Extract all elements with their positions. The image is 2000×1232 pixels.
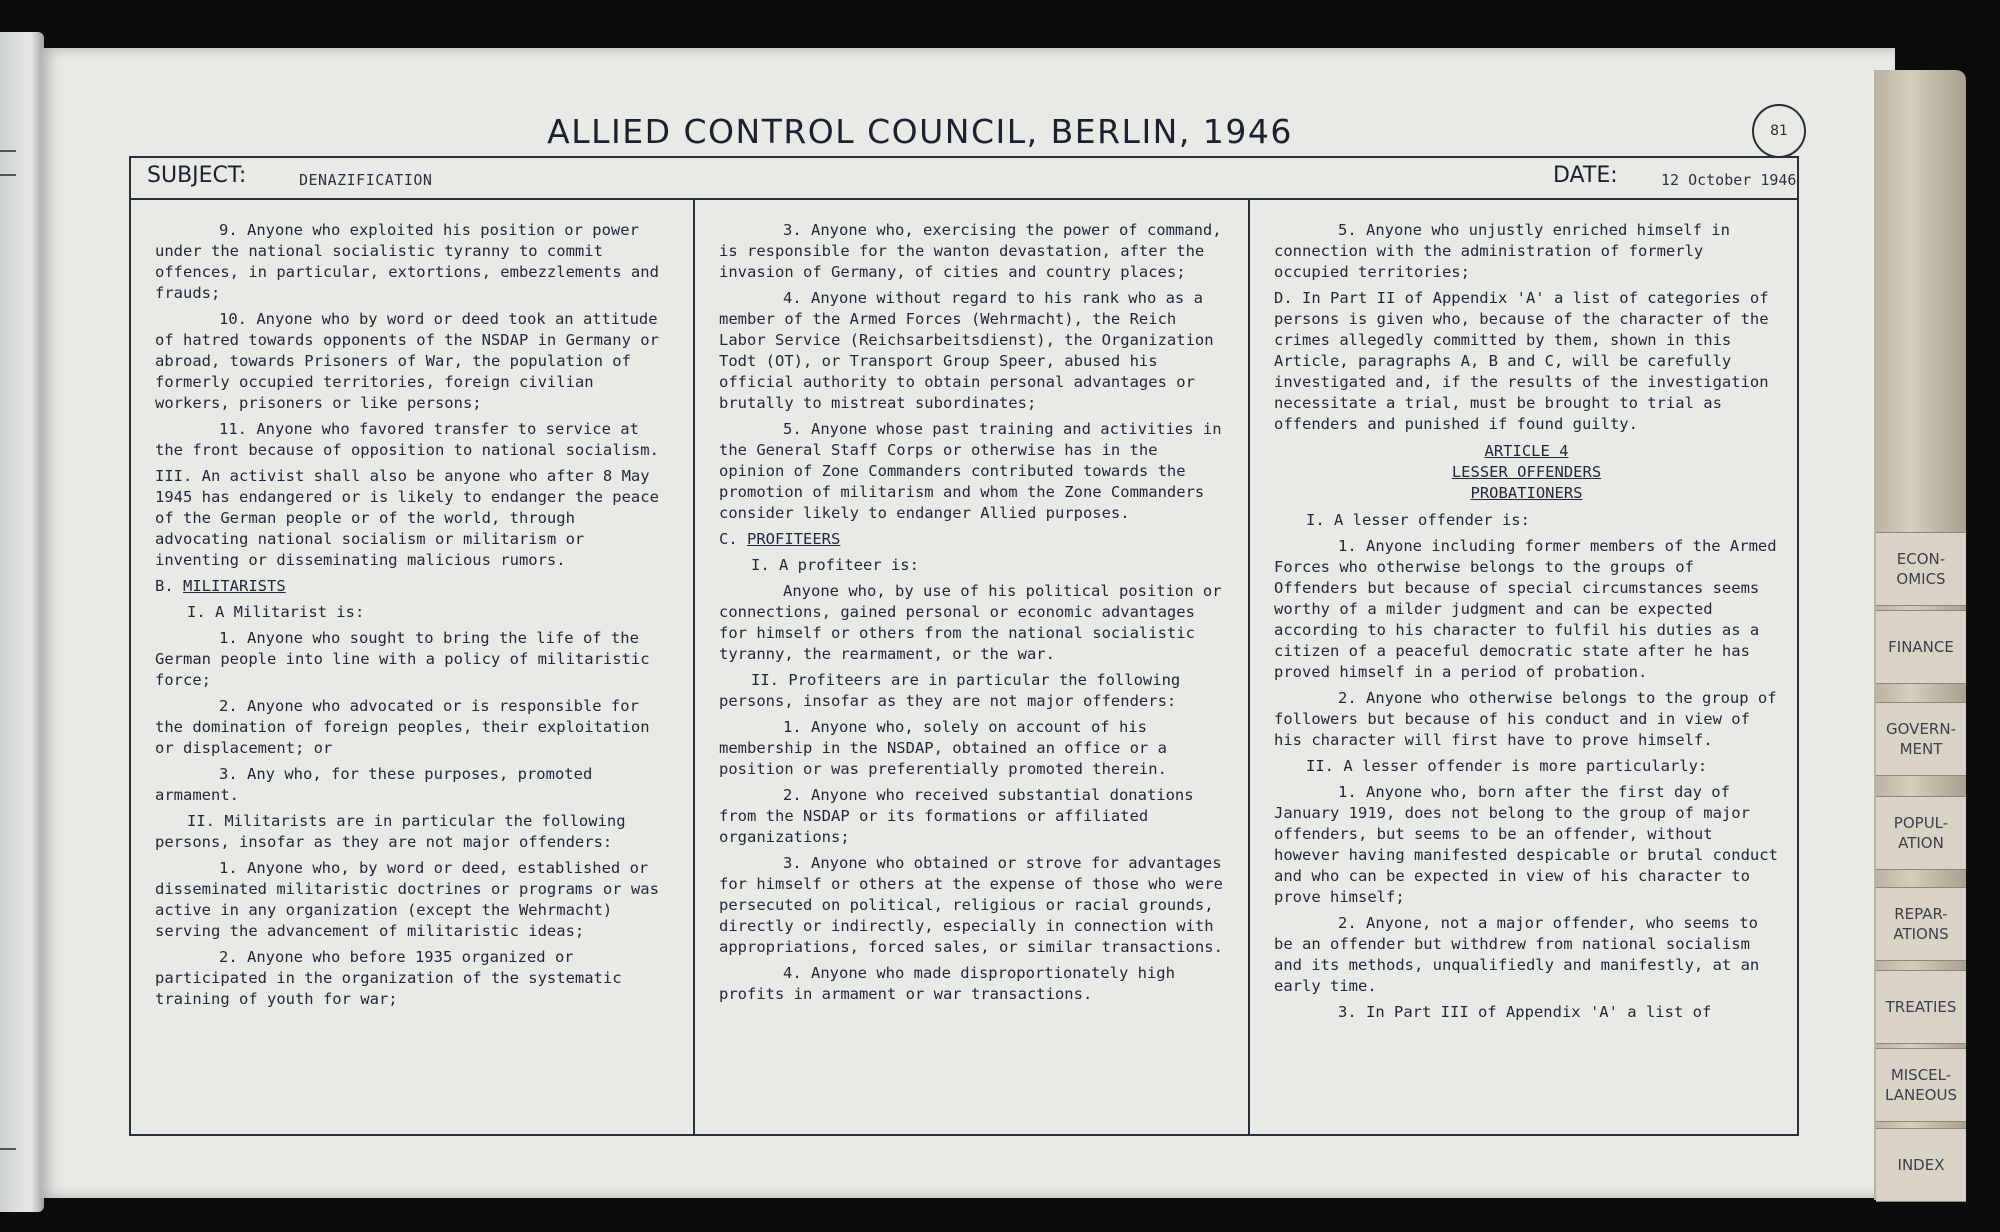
article-subheading: PROBATIONERS [1470,484,1583,502]
section-heading-profiteers [719,529,1230,550]
paragraph: 2. Anyone who otherwise belongs to the group of followers but because of his conduct and in view of his character will first have to prove himself. [1274,689,1777,749]
paragraph: Anyone who, by use of his political position or connections, gained personal or economic advantages for himself or others from the national socialistic tyranny, the rearmament, or the war. [719,582,1222,663]
form-box [129,156,1799,1136]
paragraph: 3. Anyone who, exercising the power of command, is responsible for the wanton devastation, after the invasion of Germany, of cities and country places; [719,221,1222,281]
paragraph: D. In Part II of Appendix 'A' a list of categories of persons is given who, because of the character of the crimes allegedly committed by them, shown in this Article, paragraphs A, B and C, will be carefully investigated and, if the results of the investigation necessitate a trial, must be brought to trial as offenders and punished if found guilty. [1274,289,1769,433]
section-heading-text: PROFITEERS [747,530,841,548]
section-heading-number: B. [155,577,174,595]
text-column-3 [1250,200,1797,1136]
paragraph: 5. Anyone whose past training and activities in the General Staff Corps or otherwise has in the opinion of Zone Commanders contributed towards the promotion of militarism and whom the Zone Commanders consider likely to endanger Allied purposes. [719,420,1222,522]
paragraph: 5. Anyone who unjustly enriched himself in connection with the administration of formerly occupied territories; [1274,221,1730,281]
paragraph: 4. Anyone who made disproportionately high profits in armament or war transactions. [719,964,1175,1003]
paragraph: 3. Anyone who obtained or strove for advantages for himself or others at the expense of those who were persecuted on political, religious or racial grounds, directly or indirectly, especially in connection with appropriations, forced sales, or similar transactions. [719,854,1223,956]
subject-date-row [131,158,1797,200]
paragraph: III. An activist shall also be anyone who after 8 May 1945 has endangered or is likely to endanger the peace of the German people or of the world, through advocating national socialism or militarism or inventing or disseminating malicious rumors. [155,467,659,569]
paragraph: I. A Militarist is: [187,603,365,621]
section-heading-number: C. [719,530,738,548]
tab-population[interactable]: POPUL- ATION [1876,796,1966,870]
page-rule [0,1148,16,1150]
index-tabs [1874,70,2000,1200]
subject-value: DENAZIFICATION [299,171,433,189]
paragraph: 1. Anyone who, born after the first day of January 1919, does not belong to the group of major offenders, but seems to be an offender, without however having manifested despicable or brutal conduct and who can be expected in view of his character to prove himself; [1274,783,1778,906]
date-value: 12 October 1946 [1661,171,1797,189]
paragraph: 2. Anyone, not a major offender, who seems to be an offender but withdrew from national socialism and its methods, unqualifiedly and manifestly, at an early time. [1274,914,1760,995]
paragraph: 1. Anyone who, solely on account of his membership in the NSDAP, obtained an office or a position or was preferentially promoted therein. [719,718,1167,778]
page-number-badge: 81 [1752,104,1806,158]
subject-label: SUBJECT: [147,163,247,188]
paragraph: I. A profiteer is: [751,556,919,574]
section-heading-text: MILITARISTS [183,577,286,595]
text-column-2 [695,200,1250,1136]
paragraph: II. Profiteers are in particular the following persons, insofar as they are not major offenders: [719,671,1181,710]
paragraph: 1. Anyone including former members of the Armed Forces who otherwise belongs to the groups of Offenders but because of special circumstances seems worthy of a milder judgment and can be expected according to his character to fulfil his duties as a citizen of a peaceful democratic state after he has proved himself in a period of probation. [1274,537,1777,681]
paragraph: 2. Anyone who received substantial donations from the NSDAP or its formations or affiliated organizations; [719,786,1194,846]
tab-economics[interactable]: ECON- OMICS [1876,532,1966,606]
date-label: DATE: [1553,163,1618,188]
paragraph: 9. Anyone who exploited his position or power under the national socialistic tyranny to commit offences, in particular, extortions, embezzlements and frauds; [155,221,659,302]
paragraph: 3. In Part III of Appendix 'A' a list of [1338,1003,1712,1021]
paragraph: 11. Anyone who favored transfer to service at the front because of opposition to national socialism. [155,420,659,459]
article-heading: ARTICLE 4 [1484,442,1569,460]
tab-reparations[interactable]: REPAR- ATIONS [1876,887,1966,961]
paragraph: 1. Anyone who, by word or deed, established or disseminated militaristic doctrines or programs or was active in any organization (except the Wehrmacht) serving the advancement of militaristic ideas; [155,859,659,940]
tab-government[interactable]: GOVERN- MENT [1876,702,1966,776]
paragraph: 2. Anyone who before 1935 organized or participated in the organization of the systematic training of youth for war; [155,948,622,1008]
paragraph: I. A lesser offender is: [1306,511,1530,529]
paragraph: II. Militarists are in particular the following persons, insofar as they are not major offenders: [155,812,626,851]
paragraph: 2. Anyone who advocated or is responsible for the domination of foreign peoples, their exploitation or displacement; or [155,697,650,757]
page-rule [0,174,16,176]
text-column-1 [131,200,695,1136]
paragraph: 3. Any who, for these purposes, promoted armament. [155,765,593,804]
tab-index[interactable]: INDEX [1876,1128,1966,1202]
paragraph: 1. Anyone who sought to bring the life of the German people into line with a policy of militaristic force; [155,629,650,689]
section-heading-militarists [155,576,675,597]
tab-treaties[interactable]: TREATIES [1876,970,1966,1044]
page-rule [0,150,16,152]
article-subheading: LESSER OFFENDERS [1451,463,1602,481]
paragraph: 4. Anyone without regard to his rank who as a member of the Armed Forces (Wehrmacht), the Reich Labor Service (Reichsarbeitsdienst), the Organization Todt (OT), or Transport Group Speer, abused his official authority to obtain personal advantages or brutally to mistreat subordinates; [719,289,1214,412]
tab-finance[interactable]: FINANCE [1876,610,1966,684]
document-page [40,48,1895,1198]
document-header-title: ALLIED CONTROL COUNCIL, BERLIN, 1946 [547,112,1293,151]
paragraph: 10. Anyone who by word or deed took an attitude of hatred towards opponents of the NSDAP in Germany or abroad, towards Prisoners of War, the population of formerly occupied territories, foreign civilian workers, prisoners or like persons; [155,310,659,412]
left-page-edge [0,32,44,1212]
tab-miscellaneous[interactable]: MISCEL- LANEOUS [1876,1048,1966,1122]
paragraph: II. A lesser offender is more particularly: [1306,757,1708,775]
